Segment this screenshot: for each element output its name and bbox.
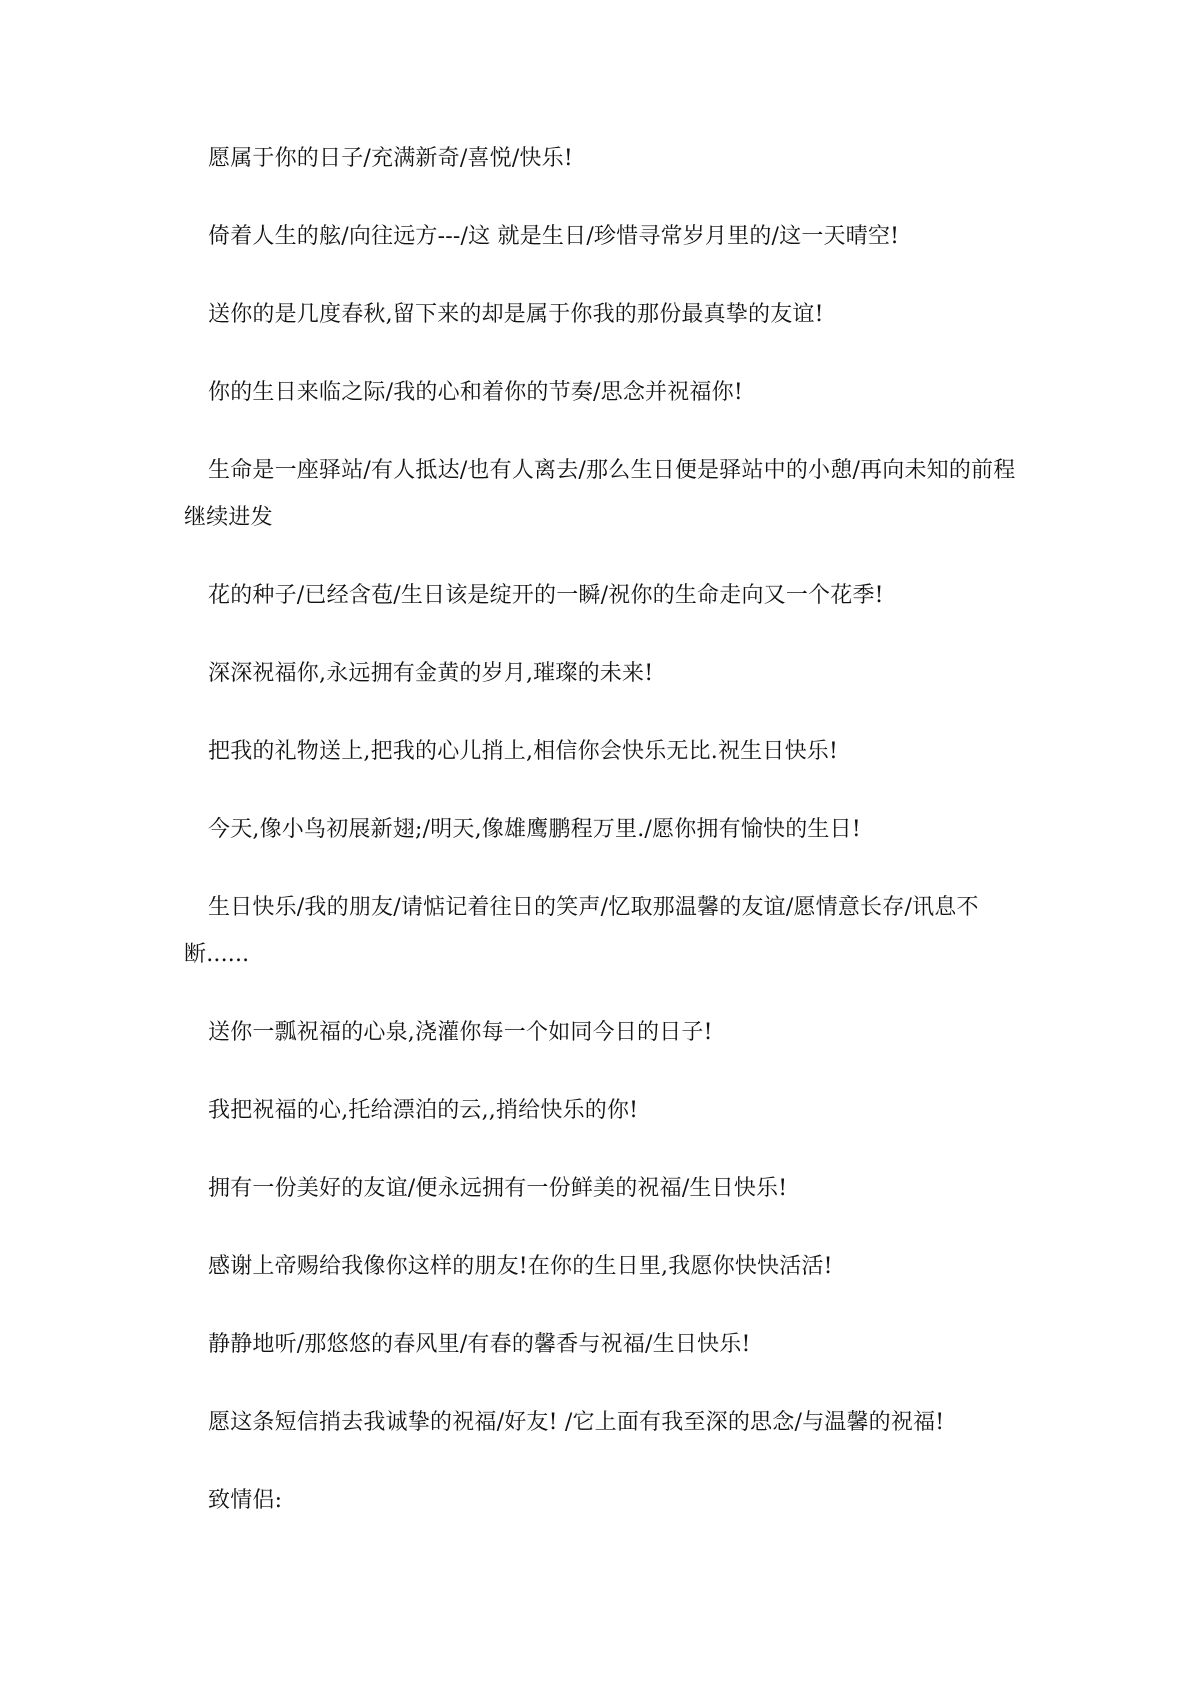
paragraph: 致情侣: [208,1488,283,1513]
paragraph: 愿属于你的日子/充满新奇/喜悦/快乐! [208,146,573,171]
paragraph: 我把祝福的心,托给漂泊的云,,捎给快乐的你! [208,1098,639,1123]
paragraph: 生日快乐/我的朋友/请惦记着往日的笑声/忆取那温馨的友谊/愿情意长存/讯息不断...... [184,895,979,967]
document-body [184,135,1034,1555]
paragraph: 今天,像小鸟初展新翅;/明天,像雄鹰鹏程万里./愿你拥有愉快的生日! [208,817,861,842]
paragraph: 静静地听/那悠悠的春风里/有春的馨香与祝福/生日快乐! [208,1332,751,1357]
paragraph: 深深祝福你,永远拥有金黄的岁月,璀璨的未来! [208,661,654,686]
paragraph: 把我的礼物送上,把我的心儿捎上,相信你会快乐无比.祝生日快乐! [208,739,839,764]
paragraph: 拥有一份美好的友谊/便永远拥有一份鲜美的祝福/生日快乐! [208,1176,788,1201]
paragraph: 花的种子/已经含苞/生日该是绽开的一瞬/祝你的生命走向又一个花季! [208,583,884,608]
paragraph: 感谢上帝赐给我像你这样的朋友!在你的生日里,我愿你快快活活! [208,1254,833,1279]
paragraph: 你的生日来临之际/我的心和着你的节奏/思念并祝福你! [208,380,743,405]
paragraph: 送你的是几度春秋,留下来的却是属于你我的那份最真挚的友谊! [208,302,824,327]
paragraph: 倚着人生的舷/向往远方---/这 就是生日/珍惜寻常岁月里的/这一天晴空! [208,224,900,249]
paragraph: 生命是一座驿站/有人抵达/也有人离去/那么生日便是驿站中的小憩/再向未知的前程继续进发 [184,458,1016,530]
paragraph: 愿这条短信捎去我诚挚的祝福/好友! /它上面有我至深的思念/与温馨的祝福! [208,1410,945,1435]
paragraph: 送你一瓢祝福的心泉,浇灌你每一个如同今日的日子! [208,1020,713,1045]
